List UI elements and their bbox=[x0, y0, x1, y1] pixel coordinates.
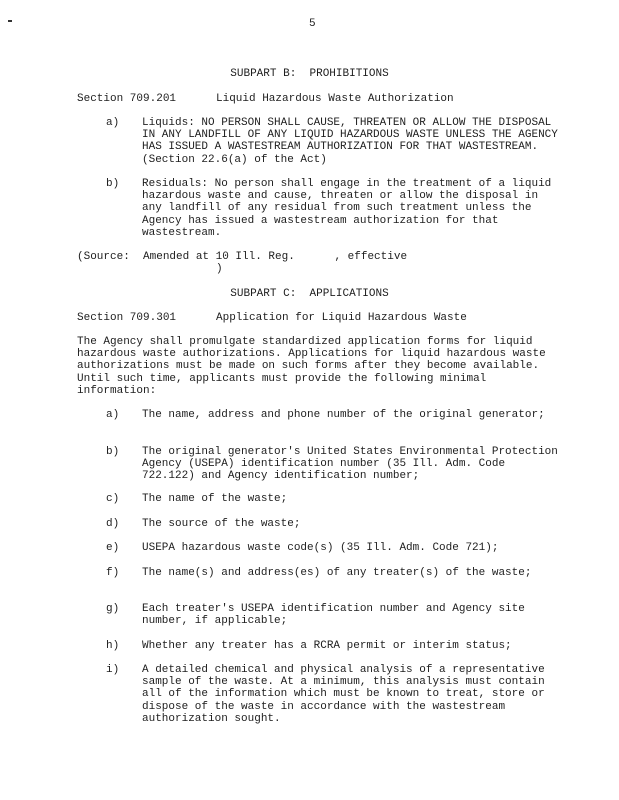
source-note-close: ) bbox=[216, 263, 223, 275]
section-709-301-number: Section 709.301 bbox=[77, 312, 177, 324]
item-text: Each treater's USEPA identification number and Agency site number, if applicable; bbox=[142, 603, 525, 628]
item-letter: c) bbox=[106, 493, 120, 505]
section-709-201-number: Section 709.201 bbox=[77, 93, 177, 105]
item-text: The original generator's United States Environmental Protection Agency (USEPA) identification number (35 Ill. Adm. Code 722.122) and Agency identification number; bbox=[142, 446, 558, 483]
item-text: USEPA hazardous waste code(s) (35 Ill. Adm. Code 721); bbox=[142, 542, 499, 554]
item-text: Residuals: No person shall engage in the treatment of a liquid hazardous waste and cause, threaten or allow the disposal in any landfill of any residual from such treatment unless the Agency has issued a wastestream authorization for that wastestream. bbox=[142, 178, 552, 239]
item-text: Liquids: NO PERSON SHALL CAUSE, THREATEN OR ALLOW THE DISPOSAL IN ANY LANDFILL OF ANY LIQUID HAZARDOUS WASTE UNLESS THE AGENCY HAS ISSUED A WASTESTREAM AUTHORIZATION FOR THAT WASTESTREAM. (Section 22.6(a) of the Act) bbox=[142, 117, 558, 166]
section-709-201-title: Liquid Hazardous Waste Authorization bbox=[216, 93, 454, 105]
item-text: The name, address and phone number of the original generator; bbox=[142, 409, 545, 421]
item-letter: b) bbox=[106, 446, 120, 458]
item-letter: d) bbox=[106, 518, 120, 530]
source-note: (Source: Amended at 10 Ill. Reg. , effective bbox=[77, 251, 408, 263]
item-text: The name(s) and address(es) of any treater(s) of the waste; bbox=[142, 567, 532, 579]
item-letter: f) bbox=[106, 567, 120, 579]
item-text: The source of the waste; bbox=[142, 518, 301, 530]
item-letter: a) bbox=[106, 409, 120, 421]
section-709-301-title: Application for Liquid Hazardous Waste bbox=[216, 312, 467, 324]
item-letter: e) bbox=[106, 542, 120, 554]
section-intro-paragraph: The Agency shall promulgate standardized application forms for liquid hazardous waste authorizations. Applications for liquid hazardous waste authorizations must be made on such forms after they become available. Until such time, applicants must provide the following minimal information: bbox=[77, 336, 546, 397]
page-number: 5 bbox=[309, 18, 316, 30]
subpart-c-heading: SUBPART C: APPLICATIONS bbox=[230, 288, 389, 300]
item-letter: g) bbox=[106, 603, 120, 615]
item-text: The name of the waste; bbox=[142, 493, 288, 505]
subpart-b-heading: SUBPART B: PROHIBITIONS bbox=[230, 68, 389, 80]
item-text: A detailed chemical and physical analysis of a representative sample of the waste. At a minimum, this analysis must contain all of the information which must be known to treat, store or dispose of the waste in accordance with the wastestream authorization sought. bbox=[142, 664, 545, 725]
item-letter: a) bbox=[106, 117, 120, 129]
scan-mark bbox=[8, 20, 12, 22]
item-text: Whether any treater has a RCRA permit or interim status; bbox=[142, 640, 512, 652]
item-letter: h) bbox=[106, 640, 120, 652]
item-letter: b) bbox=[106, 178, 120, 190]
item-letter: i) bbox=[106, 664, 120, 676]
